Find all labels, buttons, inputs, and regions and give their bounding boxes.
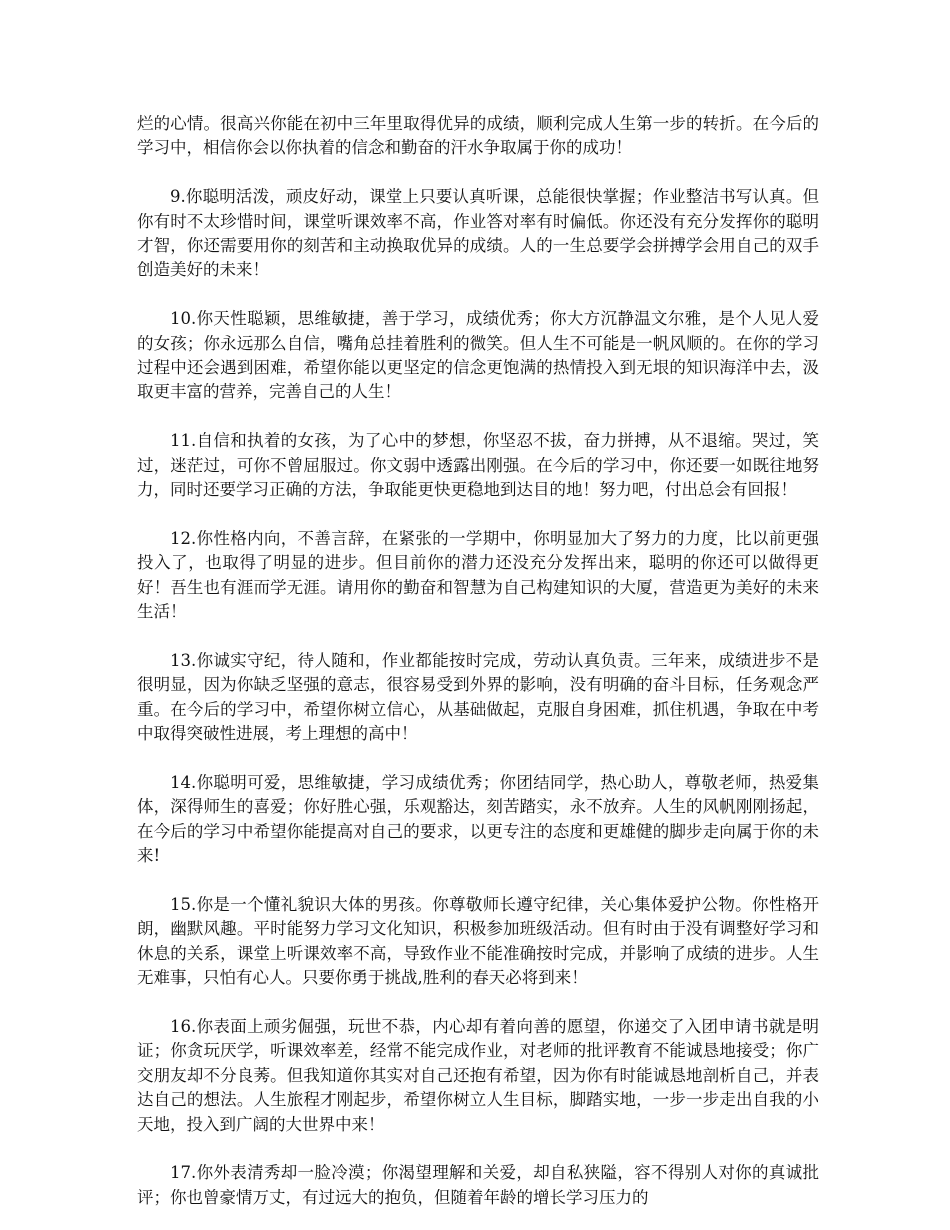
paragraph-12: 12.你性格内向，不善言辞，在紧张的一学期中，你明显加大了努力的力度，比以前更强投入了，也取得了明显的进步。但目前你的潜力还没充分发挥出来，聪明的你还可以做得更好！吾生也有涯而学无涯。请用你的勤奋和智慧为自己构建知识的大厦，营造更为美好的未来生活！ <box>137 528 819 622</box>
paragraph-8-continuation: 烂的心情。很高兴你能在初中三年里取得优异的成绩，顺利完成人生第一步的转折。在今后的学习中，相信你会以你执着的信念和勤奋的汗水争取属于你的成功！ <box>137 114 819 158</box>
paragraph-16: 16.你表面上顽劣倔强，玩世不恭，内心却有着向善的愿望，你递交了入团申请书就是明证；你贪玩厌学，听课效率差，经常不能完成作业，对老师的批评教育不能诚恳地接受；你广交朋友却不分良莠。但我知道你其实对自己还抱有希望，因为你有时能诚恳地剖析自己，并表达自己的想法。人生旅程才刚起步，希望你树立人生目标，脚踏实地，一步一步走出自我的小天地，投入到广阔的大世界中来！ <box>137 1016 819 1134</box>
document-page <box>137 112 819 1210</box>
paragraph-13: 13.你诚实守纪，待人随和，作业都能按时完成，劳动认真负责。三年来，成绩进步不是很明显，因为你缺乏坚强的意志，很容易受到外界的影响，没有明确的奋斗目标，任务观念严重。在今后的学习中，希望你树立信心，从基础做起，克服自身困难，抓住机遇，争取在中考中取得突破性进展，考上理想的高中！ <box>137 650 819 744</box>
paragraph-17: 17.你外表清秀却一脸冷漠；你渴望理解和关爱，却自私狭隘，容不得别人对你的真诚批评；你也曾豪情万丈，有过远大的抱负，但随着年龄的增长学习压力的 <box>137 1163 819 1207</box>
paragraph-9: 9.你聪明活泼，顽皮好动，课堂上只要认真听课，总能很快掌握；作业整洁书写认真。但你有时不太珍惜时间，课堂听课效率不高，作业答对率有时偏低。你还没有充分发挥你的聪明才智，你还需要用你的刻苦和主动换取优异的成绩。人的一生总要学会拼搏学会用自己的双手创造美好的未来！ <box>137 187 819 280</box>
paragraph-11: 11.自信和执着的女孩，为了心中的梦想，你坚忍不拔，奋力拼搏，从不退缩。哭过，笑过，迷茫过，可你不曾屈服过。你文弱中透露出刚强。在今后的学习中，你还要一如既往地努力，同时还要学习正确的方法，争取能更快更稳地到达目的地！努力吧，付出总会有回报！ <box>137 431 819 500</box>
paragraph-15: 15.你是一个懂礼貌识大体的男孩。你尊敬师长遵守纪律，关心集体爱护公物。你性格开朗，幽默风趣。平时能努力学习文化知识，积极参加班级活动。但有时由于没有调整好学习和休息的关系，课堂上听课效率不高，导致作业不能准确按时完成，并影响了成绩的进步。人生无难事，只怕有心人。只要你勇于挑战,胜利的春天必将到来！ <box>137 894 819 988</box>
paragraph-10: 10.你天性聪颖，思维敏捷，善于学习，成绩优秀；你大方沉静温文尔雅，是个人见人爱的女孩；你永远那么自信，嘴角总挂着胜利的微笑。但人生不可能是一帆风顺的。在你的学习过程中还会遇到困难，希望你能以更坚定的信念更饱满的热情投入到无垠的知识海洋中去，汲取更丰富的营养，完善自己的人生！ <box>137 309 819 402</box>
paragraph-14: 14.你聪明可爱，思维敏捷，学习成绩优秀；你团结同学，热心助人，尊敬老师，热爱集体，深得师生的喜爱；你好胜心强，乐观豁达，刻苦踏实，永不放弃。人生的风帆刚刚扬起，在今后的学习中希望你能提高对自己的要求，以更专注的态度和更雄健的脚步走向属于你的未来! <box>137 772 819 866</box>
